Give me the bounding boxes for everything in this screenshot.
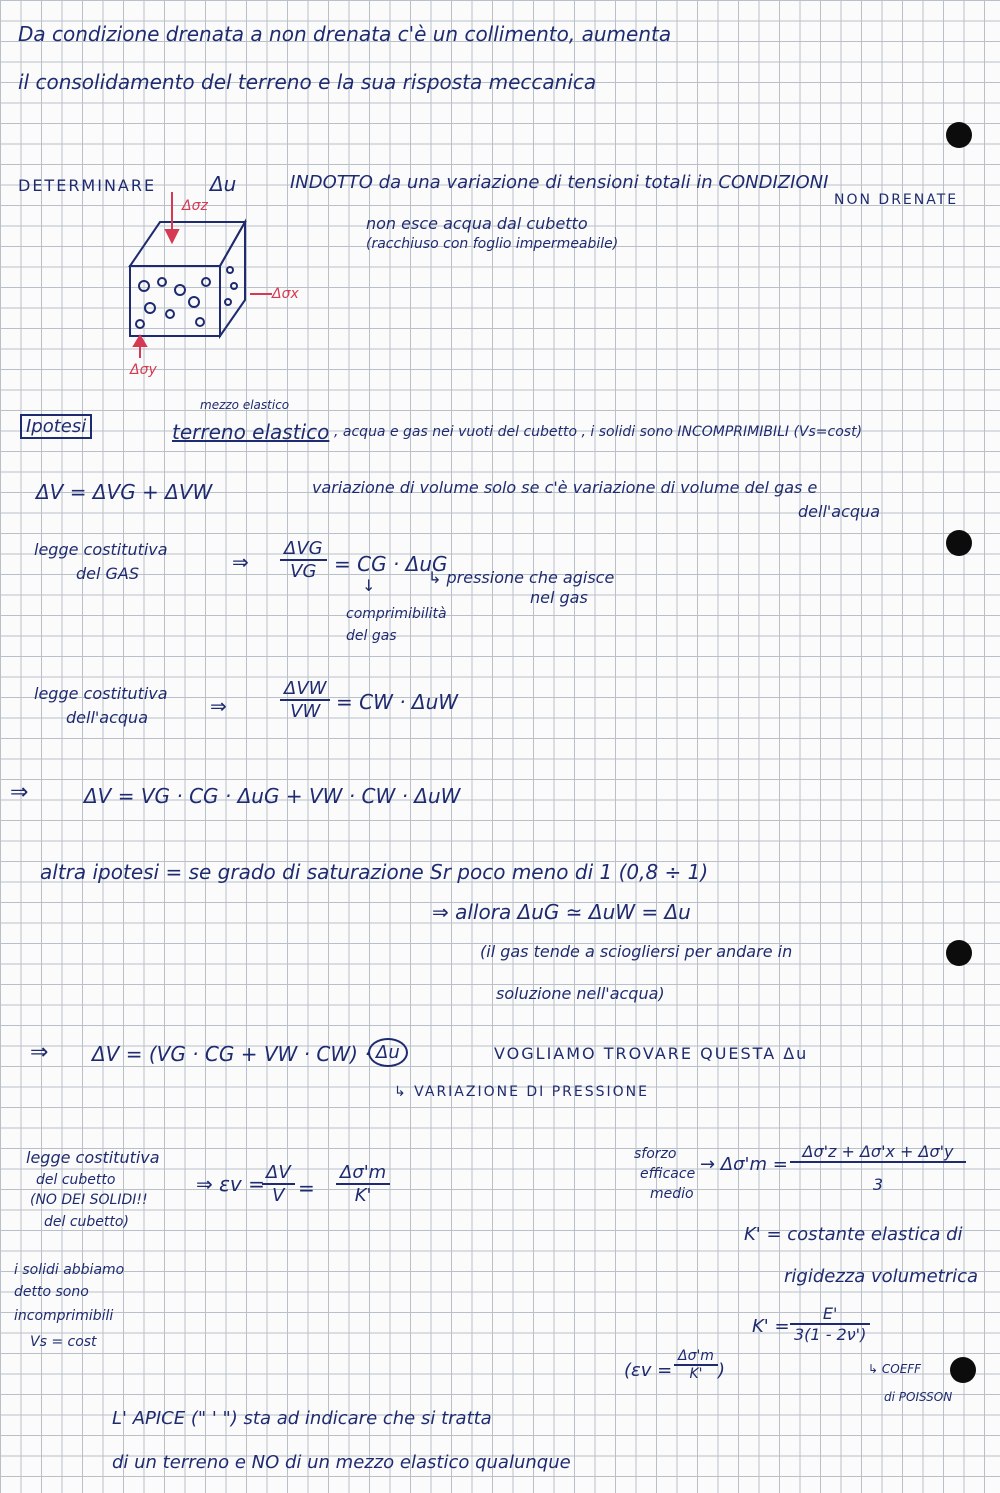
sforzo-2: efficace <box>640 1166 696 1182</box>
sigma-x-label: Δσx <box>272 286 299 302</box>
ipotesi-label: Ipotesi <box>20 414 92 439</box>
determinare-note-2: (racchiuso con foglio impermeabile) <box>366 236 619 252</box>
eps-repeat-lhs: (εv = <box>624 1360 673 1381</box>
gas-arrow: ⇒ <box>232 550 249 574</box>
gas-arrow-down: ↓ <box>362 576 376 595</box>
cubetto-side-4: Vs = cost <box>30 1334 97 1350</box>
gas-den: VG <box>290 561 317 582</box>
determinare-heading: DETERMINARE <box>18 176 157 195</box>
eps-repeat-fraction <box>674 1348 718 1382</box>
eq1-comment-1: variazione di volume solo se c'è variazione di volume del gas e <box>312 478 818 497</box>
sigma-y-label: Δσy <box>130 362 157 378</box>
altra-allora: ⇒ allora ΔuG ≃ ΔuW = Δu <box>432 900 691 924</box>
sforzo-1: sforzo <box>634 1146 677 1162</box>
k-den: 3(1 - 2ν') <box>794 1325 867 1344</box>
eq3-circled-du: Δu <box>368 1038 408 1067</box>
sigma-m-fraction <box>790 1142 966 1194</box>
determinare-text: INDOTTO da una variazione di tensioni totali in CONDIZIONI <box>290 172 829 193</box>
sigma-m-den: 3 <box>872 1175 884 1194</box>
eq3-vogliamo: VOGLIAMO TROVARE QUESTA Δu <box>494 1044 809 1063</box>
apice-line-2: di un terreno e NO di un mezzo elastico qualunque <box>112 1452 571 1473</box>
poisson-1: ↳ COEFF <box>868 1362 922 1376</box>
k-eq: K' = <box>752 1316 790 1337</box>
water-num: ΔVW <box>280 678 330 701</box>
ipotesi-rest: , acqua e gas nei vuoti del cubetto , i solidi sono INCOMPRIMIBILI (Vs=cost) <box>334 424 863 440</box>
cubetto-num-2: Δσ'm <box>336 1162 390 1185</box>
cubetto-eq: = <box>298 1176 315 1200</box>
intro-line-2: il consolidamento del terreno e la sua risposta meccanica <box>18 70 597 94</box>
eq2-arrow: ⇒ <box>10 780 29 805</box>
eps-repeat-den: K' <box>689 1366 703 1382</box>
k-def-2: rigidezza volumetrica <box>784 1266 979 1287</box>
altra-text: altra ipotesi = se grado di saturazione Sr poco meno di 1 (0,8 ÷ 1) <box>40 860 709 884</box>
cubetto-label-1: legge costitutiva <box>26 1148 160 1167</box>
eq3-arrow: ⇒ <box>30 1040 49 1065</box>
cubetto-num: ΔV <box>262 1162 295 1185</box>
water-fraction <box>280 678 330 722</box>
altra-note-1: (il gas tende a sciogliersi per andare in <box>480 942 793 961</box>
apice-line-1: L' APICE (" ' ") sta ad indicare che si tratta <box>112 1408 492 1429</box>
gas-num: ΔVG <box>280 538 327 561</box>
gas-note-below-2: del gas <box>346 628 397 644</box>
binder-hole-4 <box>950 1357 976 1383</box>
binder-hole-2 <box>946 530 972 556</box>
cubetto-side-3: incomprimibili <box>14 1308 114 1324</box>
gas-label-1: legge costitutiva <box>34 540 168 559</box>
gas-note-right-1: ↳ pressione che agisce <box>428 568 615 587</box>
binder-hole-1 <box>946 122 972 148</box>
sigma-m-lhs: → Δσ'm = <box>700 1154 788 1175</box>
eps-repeat-num: Δσ'm <box>674 1348 718 1366</box>
gas-rhs: = CG · ΔuG <box>334 552 448 576</box>
determinare-note-1: non esce acqua dal cubetto <box>366 214 588 233</box>
water-den: VW <box>290 701 321 722</box>
cubetto-side-1: i solidi abbiamo <box>14 1262 125 1278</box>
determinare-delta-u: Δu <box>210 172 237 196</box>
eq1-comment-2: dell'acqua <box>798 502 880 521</box>
gas-note-below-1: comprimibilità <box>346 606 447 622</box>
gas-note-right-2: nel gas <box>530 588 588 607</box>
eps-repeat-close: ) <box>718 1360 726 1381</box>
cubetto-den-2: K' <box>354 1185 372 1206</box>
water-label-1: legge costitutiva <box>34 684 168 703</box>
cubetto-fraction-2 <box>336 1162 390 1206</box>
cubetto-label-2: del cubetto <box>36 1172 116 1188</box>
cubetto-side-2: detto sono <box>14 1284 89 1300</box>
cubetto-eps: ⇒ εv = <box>196 1172 265 1196</box>
cubetto-label-3: (NO DEI SOLIDI!! <box>30 1192 148 1208</box>
cubetto-fraction-1 <box>262 1162 295 1206</box>
ipotesi-terreno: terreno elastico <box>172 420 330 444</box>
cubetto-label-4: del cubetto) <box>44 1214 129 1230</box>
k-num: E' <box>790 1304 870 1325</box>
sigma-z-label: Δσz <box>182 198 208 214</box>
gas-label-2: del GAS <box>76 564 140 583</box>
k-fraction <box>790 1304 870 1344</box>
altra-note-2: soluzione nell'acqua) <box>496 984 665 1003</box>
ipotesi-small-above: mezzo elastico <box>200 398 290 412</box>
eq1-lhs: ΔV = ΔVG + ΔVW <box>36 480 213 504</box>
water-label-2: dell'acqua <box>66 708 148 727</box>
k-def-1: K' = costante elastica di <box>744 1224 963 1245</box>
cubetto-den: V <box>272 1185 285 1206</box>
eq3-text: ΔV = (VG · CG + VW · CW) · <box>92 1042 371 1066</box>
water-rhs: = CW · ΔuW <box>336 690 459 714</box>
water-arrow: ⇒ <box>210 694 227 718</box>
eq3-variazione: ↳ VARIAZIONE DI PRESSIONE <box>394 1084 649 1100</box>
gas-fraction <box>280 538 327 582</box>
intro-line-1: Da condizione drenata a non drenata c'è un collimento, aumenta <box>18 22 672 46</box>
sforzo-3: medio <box>650 1186 694 1202</box>
eq2-text: ΔV = VG · CG · ΔuG + VW · CW · ΔuW <box>84 784 461 808</box>
determinare-text-2: NON DRENATE <box>834 192 959 208</box>
poisson-2: di POISSON <box>884 1390 953 1404</box>
binder-hole-3 <box>946 940 972 966</box>
sigma-m-num: Δσ'z + Δσ'x + Δσ'y <box>790 1142 966 1163</box>
